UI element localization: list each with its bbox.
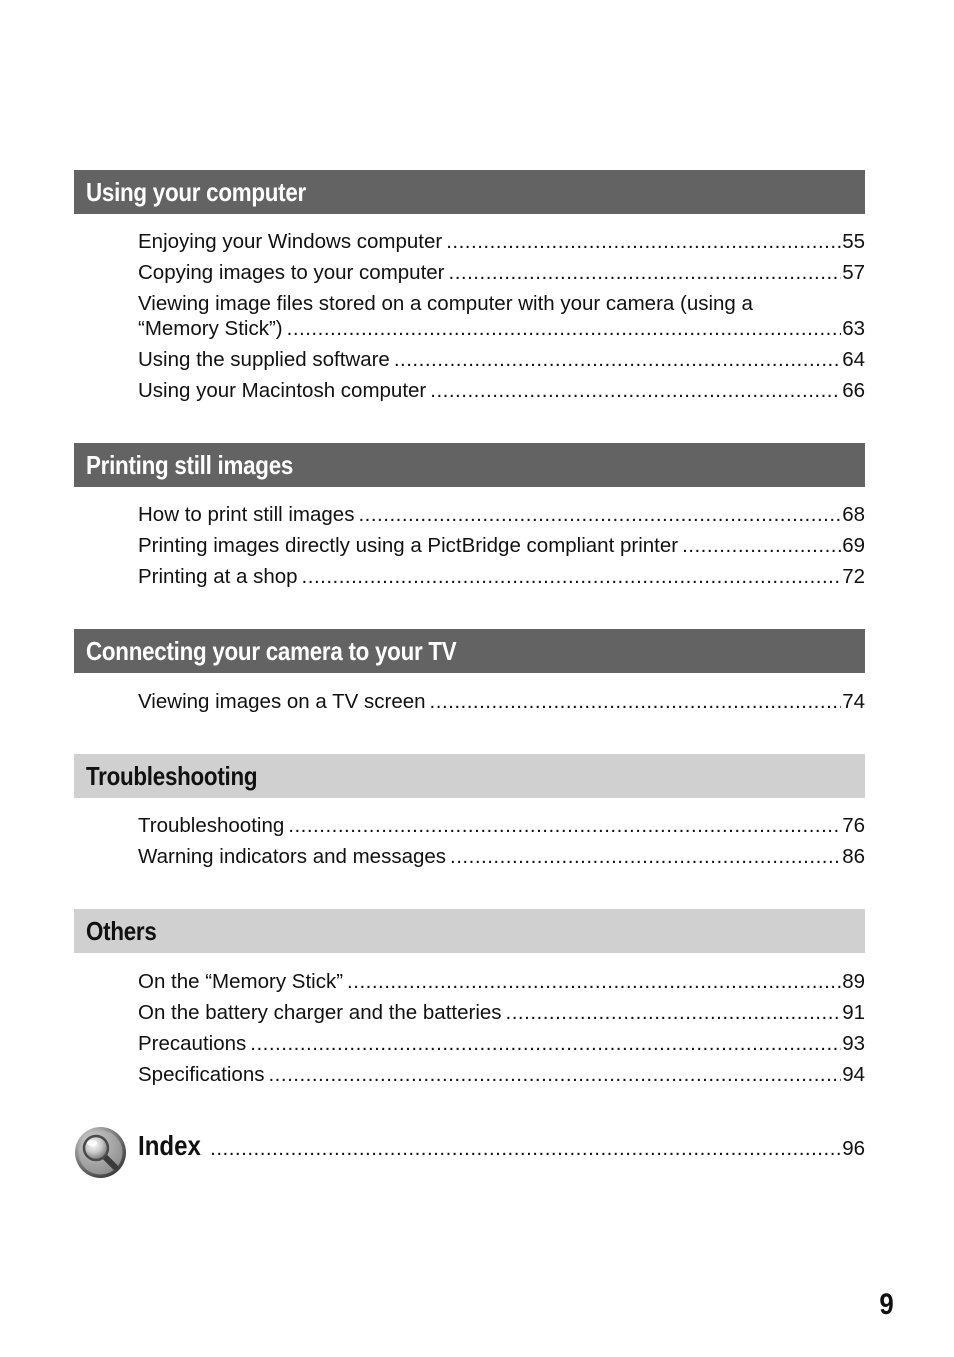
dot-leader [506,997,842,1028]
toc-entry-warning-indicators[interactable] [138,841,865,872]
magnifier-icon [74,1126,127,1179]
toc-entry-specifications[interactable] [138,1059,865,1090]
toc-entry-copying-images[interactable] [138,257,865,288]
toc-entry-battery-charger[interactable] [138,997,865,1028]
toc-entry-page: 89 [842,970,865,993]
toc-entry-memory-stick[interactable] [138,966,865,997]
dot-leader [430,686,842,717]
dot-leader [682,530,841,561]
dot-leader [347,966,841,997]
toc-entry-title: Enjoying your Windows computer [138,230,443,253]
toc-entry-page: 69 [842,534,865,557]
toc-entry-title: On the “Memory Stick” [138,970,344,993]
toc-entry-page: 91 [842,1001,865,1024]
toc-entry-enjoying-windows[interactable] [138,226,865,257]
dot-leader [358,499,841,530]
toc-entry-page: 55 [842,230,865,253]
toc-entry-title: How to print still images [138,503,355,526]
toc-list-connecting-tv [138,686,865,717]
toc-entry-title: Troubleshooting [138,814,285,837]
toc-list-others [138,966,865,1090]
toc-entry-printing-at-shop[interactable] [138,561,865,592]
index-row [74,1124,865,1182]
section-title: Printing still images [86,449,294,480]
toc-entry-title: Using your Macintosh computer [138,379,427,402]
toc-entry-page: 94 [842,1063,865,1086]
toc-entry-supplied-software[interactable] [138,344,865,375]
dot-leader [302,561,842,592]
section-title: Connecting your camera to your TV [86,635,457,666]
section-title: Using your computer [86,176,306,207]
dot-leader [430,375,841,406]
section-header-troubleshooting [74,754,865,798]
toc-entry-precautions[interactable] [138,1028,865,1059]
toc-entry-how-to-print[interactable] [138,499,865,530]
section-header-printing-still-images [74,443,865,487]
dot-leader [250,1028,841,1059]
section-header-others [74,909,865,953]
toc-list-printing-still-images [138,499,865,592]
toc-entry-title: Viewing images on a TV screen [138,690,426,713]
toc-entry-page: 86 [842,845,865,868]
dot-leader [268,1059,841,1090]
toc-entry-page: 96 [842,1137,865,1160]
toc-entry-page: 57 [842,261,865,284]
toc-entry-title: Warning indicators and messages [138,845,447,868]
toc-entry-page: 63 [842,317,865,340]
toc-entry-viewing-image-files[interactable] [138,291,865,344]
toc-entry-title: Precautions [138,1032,247,1055]
dot-leader [449,257,842,288]
index-title: Index [138,1130,201,1161]
toc-entry-page: 66 [842,379,865,402]
toc-entry-page: 68 [842,503,865,526]
toc-entry-title: “Memory Stick”) [138,317,283,340]
dot-leader [394,344,841,375]
toc-entry-page: 74 [842,690,865,713]
page-number: 9 [879,1288,894,1321]
toc-entry-title: Using the supplied software [138,348,390,371]
section-title: Others [86,915,157,946]
toc-list-using-your-computer [138,226,865,406]
section-header-using-your-computer [74,170,865,214]
toc-entry-page: 64 [842,348,865,371]
dot-leader [287,316,842,341]
section-header-connecting-tv [74,629,865,673]
toc-entry-title-line1: Viewing image files stored on a computer with your camera (using a [138,292,753,315]
toc-entry-title: Printing images directly using a PictBridge compliant printer [138,534,679,557]
toc-entry-page: 72 [842,565,865,588]
dot-leader [210,1137,841,1161]
toc-entry-index[interactable] [138,1130,865,1162]
toc-entry-title: Copying images to your computer [138,261,445,284]
toc-entry-macintosh[interactable] [138,375,865,406]
dot-leader [450,841,841,872]
toc-entry-page: 93 [842,1032,865,1055]
toc-entry-troubleshooting[interactable] [138,810,865,841]
toc-entry-page: 76 [842,814,865,837]
dot-leader [288,810,841,841]
toc-entry-viewing-on-tv[interactable] [138,686,865,717]
toc-entry-title: Specifications [138,1063,265,1086]
section-title: Troubleshooting [86,760,258,791]
dot-leader [446,226,841,257]
toc-list-troubleshooting [138,810,865,872]
toc-entry-title: Printing at a shop [138,565,298,588]
toc-entry-pictbridge[interactable] [138,530,865,561]
toc-entry-title: On the battery charger and the batteries [138,1001,502,1024]
